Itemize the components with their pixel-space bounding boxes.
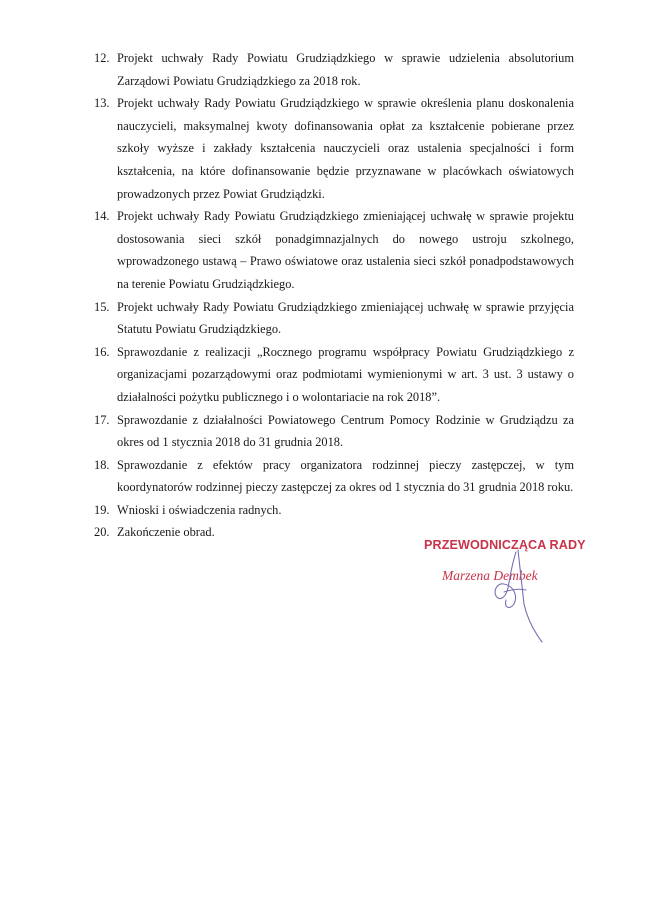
agenda-item-number: 20. — [94, 525, 110, 540]
agenda-item-number: 18. — [94, 457, 110, 472]
agenda-item-15 — [94, 296, 574, 341]
agenda-item-text: Projekt uchwały Rady Powiatu Grudziądzkiego zmieniającej uchwałę w sprawie projektu dostosowania sieci szkół ponadgimnazjalnych do nowego ustroju szkolnego, wprowadzonego ustawą – Prawo oświatowe oraz ustalenia sieci szkół ponadpodstawowych na terenie Powiatu Grudziądzkiego. — [117, 209, 574, 291]
agenda-item-text: Wnioski i oświadczenia radnych. — [117, 502, 282, 517]
agenda-item-19 — [94, 499, 574, 522]
stamp-title: PRZEWODNICZĄCA RADY — [424, 538, 586, 552]
stamp-name: Marzena Dembek — [442, 568, 538, 583]
agenda-item-number: 12. — [94, 51, 110, 65]
agenda-item-number: 13. — [94, 96, 110, 111]
agenda-item-text: Projekt uchwały Rady Powiatu Grudziądzkiego w sprawie udzielenia absolutorium Zarządowi Powiatu Grudziądzkiego za 2018 rok. — [117, 51, 574, 88]
agenda-item-number: 19. — [94, 502, 110, 517]
agenda-list — [94, 47, 574, 544]
agenda-item-18 — [94, 454, 574, 499]
agenda-item-text: Projekt uchwały Rady Powiatu Grudziądzkiego zmieniającej uchwałę w sprawie przyjęcia Statutu Powiatu Grudziądzkiego. — [117, 299, 574, 337]
signature-stamp — [424, 538, 624, 648]
agenda-item-text: Zakończenie obrad. — [117, 525, 215, 540]
agenda-item-text: Sprawozdanie z realizacji „Rocznego programu współpracy Powiatu Grudziądzkiego z organizacjami pozarządowymi oraz podmiotami wymienionymi w art. 3 ust. 3 ustawy o działalności pożytku publicznego i o wolontariacie na rok 2018”. — [117, 344, 574, 404]
agenda-item-17 — [94, 409, 574, 454]
handwritten-signature — [424, 538, 624, 648]
agenda-item-number: 14. — [94, 209, 110, 224]
agenda-item-13 — [94, 92, 574, 205]
agenda-item-14 — [94, 205, 574, 295]
agenda-item-12 — [94, 47, 574, 92]
agenda-item-number: 17. — [94, 412, 110, 427]
agenda-item-text: Projekt uchwały Rady Powiatu Grudziądzkiego w sprawie określenia planu doskonalenia nauczycieli, maksymalnej kwoty dofinansowania opłat za kształcenie pobierane przez szkoły wyższe i zakłady kształcenia nauczycieli oraz ustalenia specjalności i form kształcenia, na które dofinansowanie będzie przyznawane w placówkach oświatowych prowadzonych przez Powiat Grudziądzki. — [117, 96, 574, 201]
agenda-item-number: 15. — [94, 299, 110, 314]
agenda-item-16 — [94, 341, 574, 409]
agenda-item-number: 16. — [94, 344, 110, 359]
agenda-item-text: Sprawozdanie z działalności Powiatowego Centrum Pomocy Rodzinie w Grudziądzu za okres od 1 stycznia 2018 do 31 grudnia 2018. — [117, 412, 574, 450]
agenda-item-text: Sprawozdanie z efektów pracy organizatora rodzinnej pieczy zastępczej, w tym koordynatorów rodzinnej pieczy zastępczej za okres od 1 stycznia do 31 grudnia 2018 roku. — [117, 457, 574, 495]
